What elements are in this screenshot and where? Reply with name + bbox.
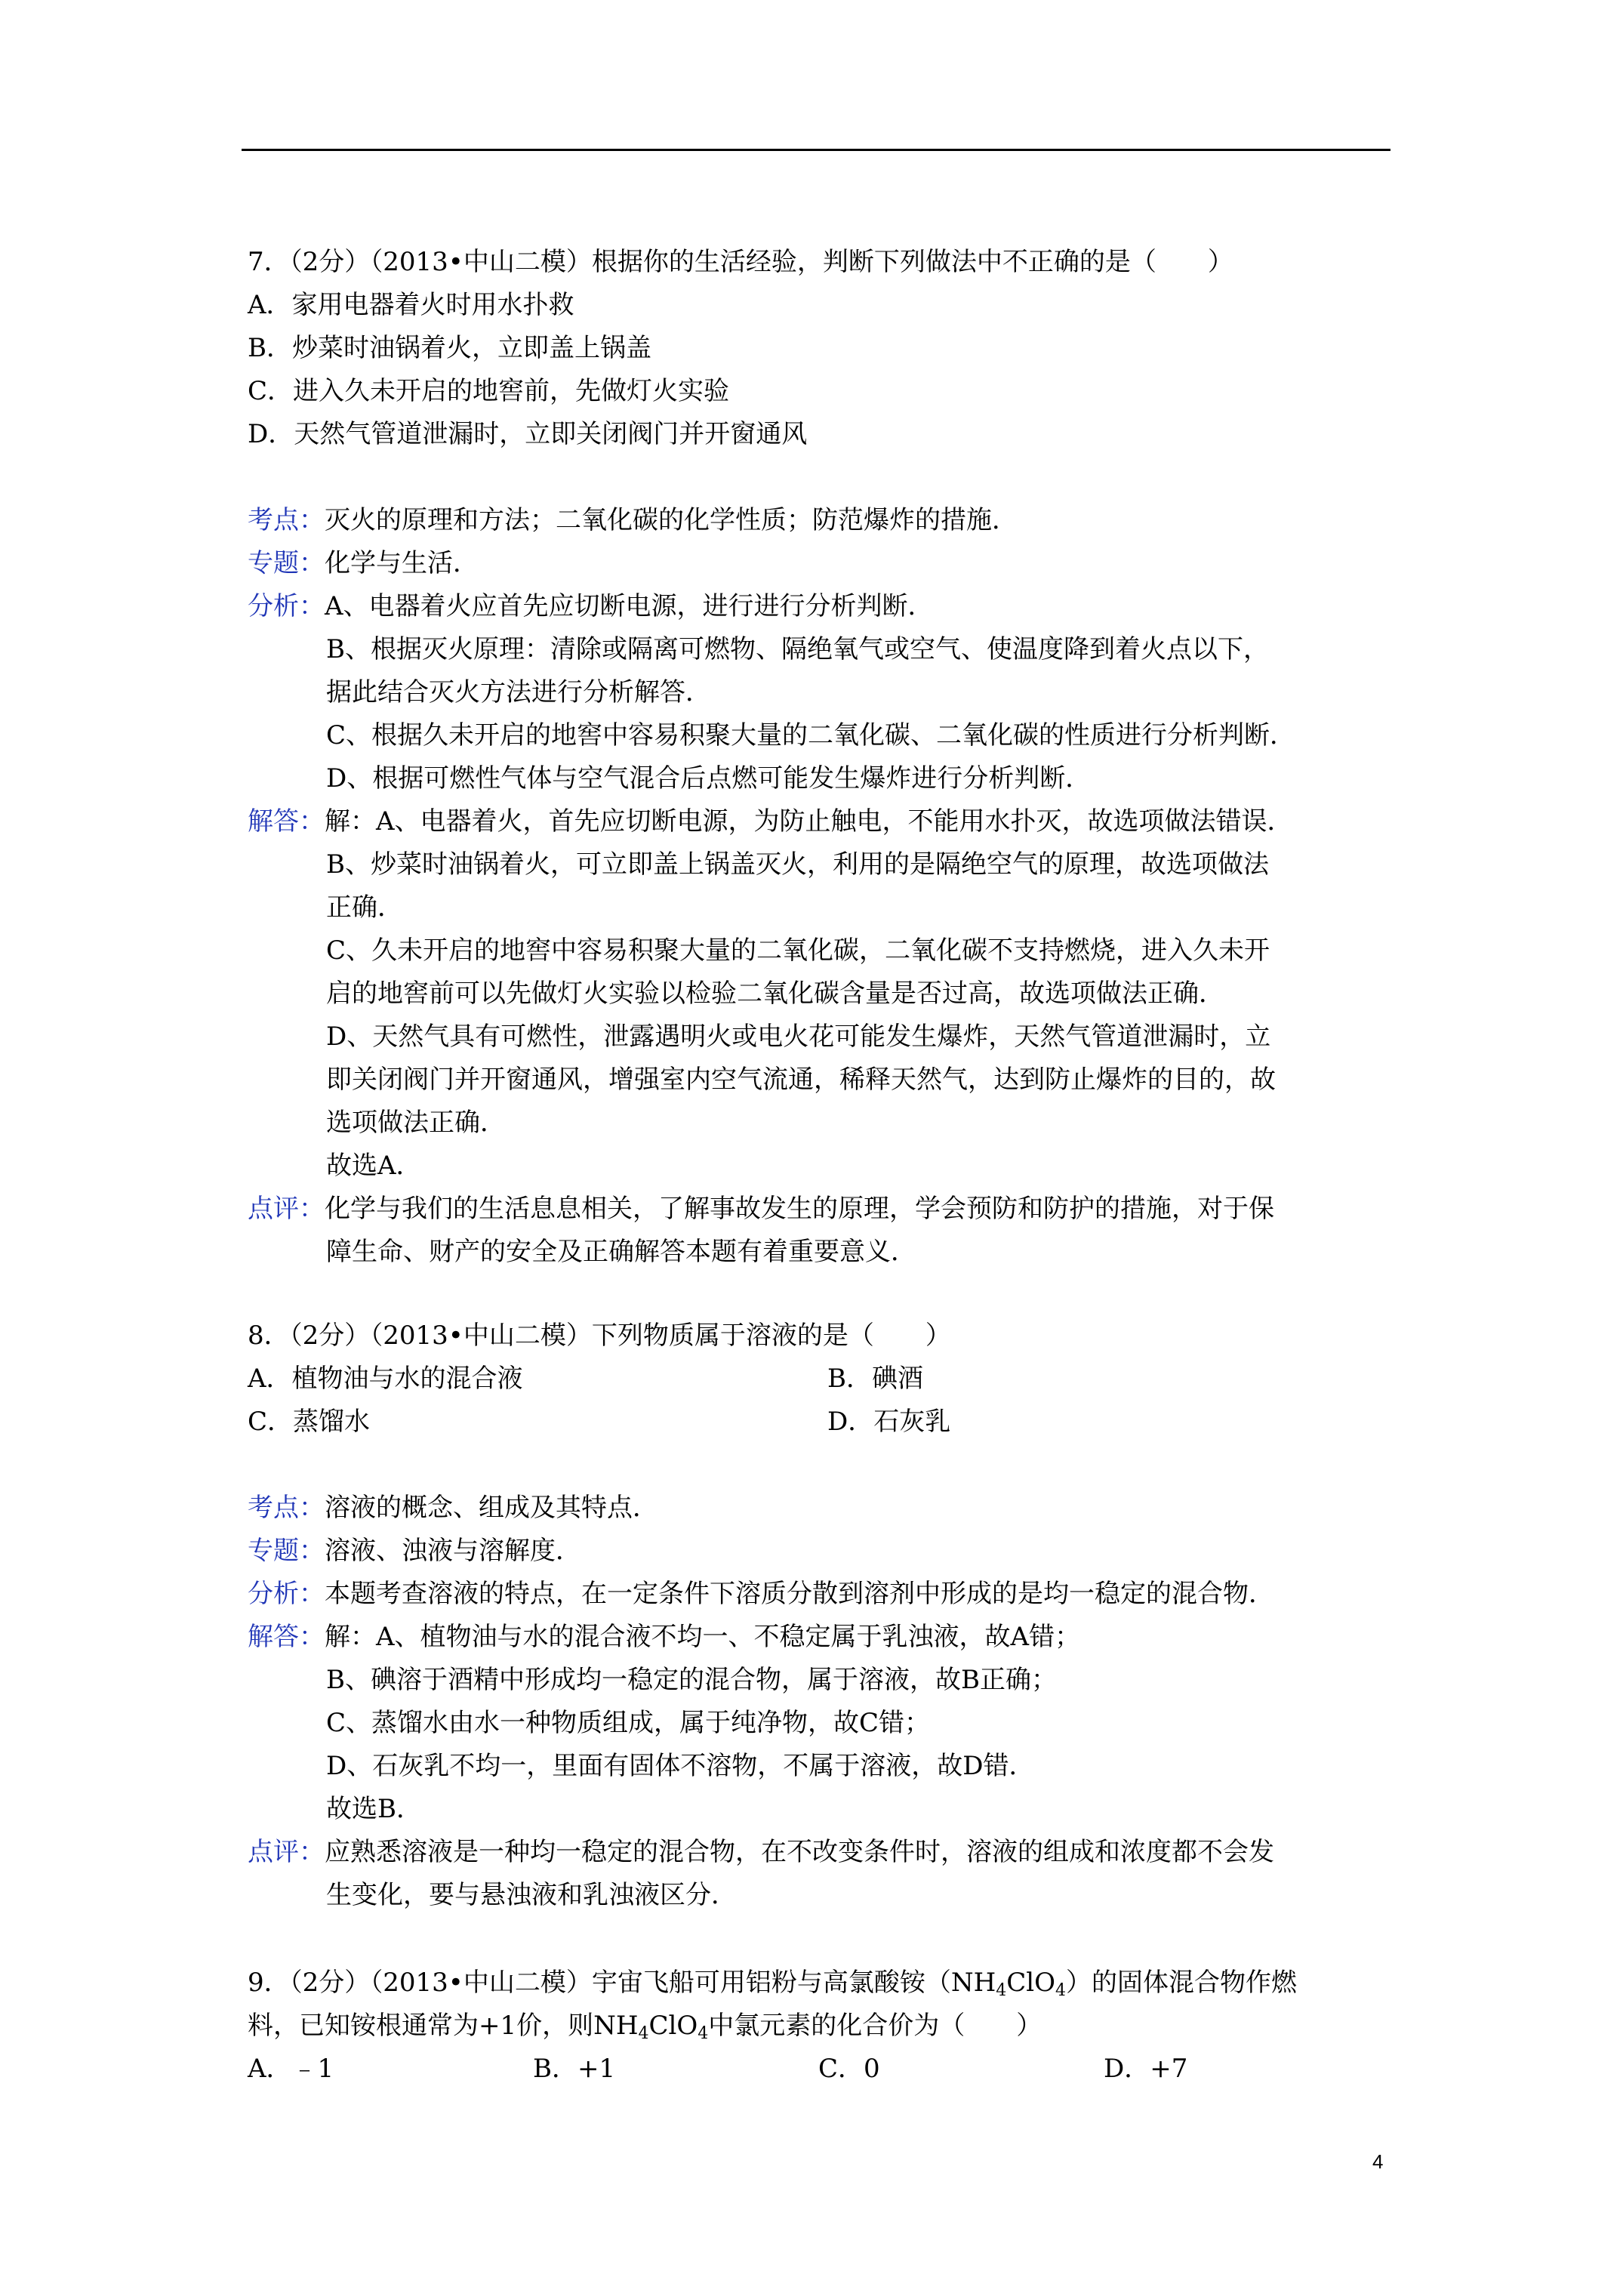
q7-option-b: B．炒菜时油锅着火，立即盖上锅盖 [248, 333, 651, 363]
q9-options [248, 2048, 1395, 2091]
q8-jieda-line: 故选B． [326, 1794, 422, 1824]
question-8-stem: 8．（2分）（2013•中山二模）下列物质属于溶液的是（ ） [248, 1321, 951, 1351]
dianping-label: 点评： [248, 1837, 325, 1867]
jieda-label: 解答： [248, 1622, 325, 1652]
q8-dianping-line: 生变化，要与悬浊液和乳浊液区分． [326, 1880, 737, 1910]
q7-option-c: C．进入久未开启的地窖前，先做灯火实验 [248, 376, 730, 406]
q7-kaodian: 考点：灭火的原理和方法；二氧化碳的化学性质；防范爆炸的措施． [248, 505, 1018, 535]
q7-dianping: 点评：化学与我们的生活息息相关，了解事故发生的原理，学会预防和防护的措施，对于保 [248, 1194, 1274, 1224]
kaodian-label: 考点： [248, 1493, 325, 1523]
q7-fenxi: 分析：A、电器着火应首先应切断电源，进行进行分析判断． [248, 591, 934, 621]
q9-option-a: A．﹣1 [248, 2054, 334, 2084]
q8-jieda-line: B、碘溶于酒精中形成均一稳定的混合物，属于溶液，故B正确； [326, 1665, 1057, 1695]
question-9-stem: 9．（2分）（2013•中山二模）宇宙飞船可用铝粉与高氯酸铵$(NH_4ClO_4)$的固体混合物作燃 [248, 1968, 1298, 2000]
q7-jieda-line: D、天然气具有可燃性，泄露遇明火或电火花可能发生爆炸，天然气管道泄漏时，立 [326, 1022, 1271, 1052]
q8-zhuanti: 专题：溶液、浊液与溶解度． [248, 1536, 581, 1566]
dianping-label: 点评： [248, 1194, 325, 1224]
q9-option-c: C．0 [818, 2054, 880, 2084]
q7-jieda: 解答：解：A、电器着火，首先应切断电源，为防止触电，不能用水扑灭，故选项做法错误． [248, 806, 1293, 837]
zhuanti-label: 专题： [248, 1536, 325, 1566]
q7-dianping-line: 障生命、财产的安全及正确解答本题有着重要意义． [326, 1237, 916, 1267]
q7-zhuanti: 专题：化学与生活． [248, 548, 479, 578]
q7-fenxi-line: 据此结合灭火方法进行分析解答． [326, 677, 711, 707]
q8-option-c: C．蒸馏水 [248, 1407, 371, 1437]
q9-option-b: B．+1 [533, 2054, 616, 2084]
fenxi-label: 分析： [248, 591, 325, 621]
question-9-stem-line2: 料，已知铵根通常为+1价，则$NH_4ClO_4$中氯元素的化合价为（ ） [248, 2011, 1042, 2043]
question-8-solution [248, 1487, 1395, 1917]
jieda-label: 解答： [248, 806, 325, 837]
kaodian-label: 考点： [248, 505, 325, 535]
q8-kaodian: 考点：溶液的概念、组成及其特点． [248, 1493, 658, 1523]
q8-jieda-line: C、蒸馏水由水一种物质组成，属于纯净物，故C错； [326, 1708, 931, 1738]
question-7-stem: 7．（2分）（2013•中山二模）根据你的生活经验，判断下列做法中不正确的是（ ） [248, 247, 1233, 277]
page-number: 4 [1372, 2150, 1384, 2173]
q7-fenxi-line: C、根据久未开启的地窖中容易积聚大量的二氧化碳、二氧化碳的性质进行分析判断． [326, 720, 1296, 750]
fenxi-label: 分析： [248, 1579, 325, 1609]
question-7-solution [248, 499, 1395, 1274]
q7-fenxi-line: D、根据可燃性气体与空气混合后点燃可能发生爆炸进行分析判断． [326, 763, 1092, 794]
q7-jieda-line: 启的地窖前可以先做灯火实验以检验二氧化碳含量是否过高，故选项做法正确． [326, 978, 1224, 1009]
question-9 [248, 1962, 1395, 2091]
q8-option-b: B．碘酒 [827, 1364, 923, 1394]
q8-jieda: 解答：解：A、植物油与水的混合液不均一、不稳定属于乳浊液，故A错； [248, 1622, 1081, 1652]
q7-jieda-line: 正确． [326, 892, 403, 923]
q7-option-a: A．家用电器着火时用水扑救 [248, 290, 574, 320]
q7-jieda-line: 即关闭阀门并开窗通风，增强室内空气流通，稀释天然气，达到防止爆炸的目的，故 [326, 1065, 1276, 1095]
q7-jieda-line: B、炒菜时油锅着火，可立即盖上锅盖灭火，利用的是隔绝空气的原理，故选项做法 [326, 849, 1269, 880]
q9-option-d: D．+7 [1104, 2054, 1188, 2084]
question-7 [248, 241, 1395, 456]
q7-option-d: D．天然气管道泄漏时，立即关闭阀门并开窗通风 [248, 419, 808, 449]
q7-fenxi-line: B、根据灭火原理：清除或隔离可燃物、隔绝氧气或空气、使温度降到着火点以下， [326, 634, 1269, 664]
zhuanti-label: 专题： [248, 548, 325, 578]
q8-dianping: 点评：应熟悉溶液是一种均一稳定的混合物，在不改变条件时，溶液的组成和浓度都不会发 [248, 1837, 1274, 1867]
header-rule [242, 149, 1390, 151]
q7-jieda-line: 选项做法正确． [326, 1108, 506, 1138]
q7-jieda-line: C、久未开启的地窖中容易积聚大量的二氧化碳，二氧化碳不支持燃烧，进入久未开 [326, 935, 1270, 966]
q8-options [248, 1358, 1395, 1444]
q8-option-d: D．石灰乳 [827, 1407, 951, 1437]
q8-fenxi: 分析：本题考查溶液的特点，在一定条件下溶质分散到溶剂中形成的是均一稳定的混合物． [248, 1579, 1274, 1609]
q8-option-a: A．植物油与水的混合液 [248, 1364, 523, 1394]
question-8 [248, 1314, 1395, 1444]
q7-jieda-line: 故选A． [326, 1151, 422, 1181]
q8-jieda-line: D、石灰乳不均一，里面有固体不溶物，不属于溶液，故D错． [326, 1751, 1035, 1781]
